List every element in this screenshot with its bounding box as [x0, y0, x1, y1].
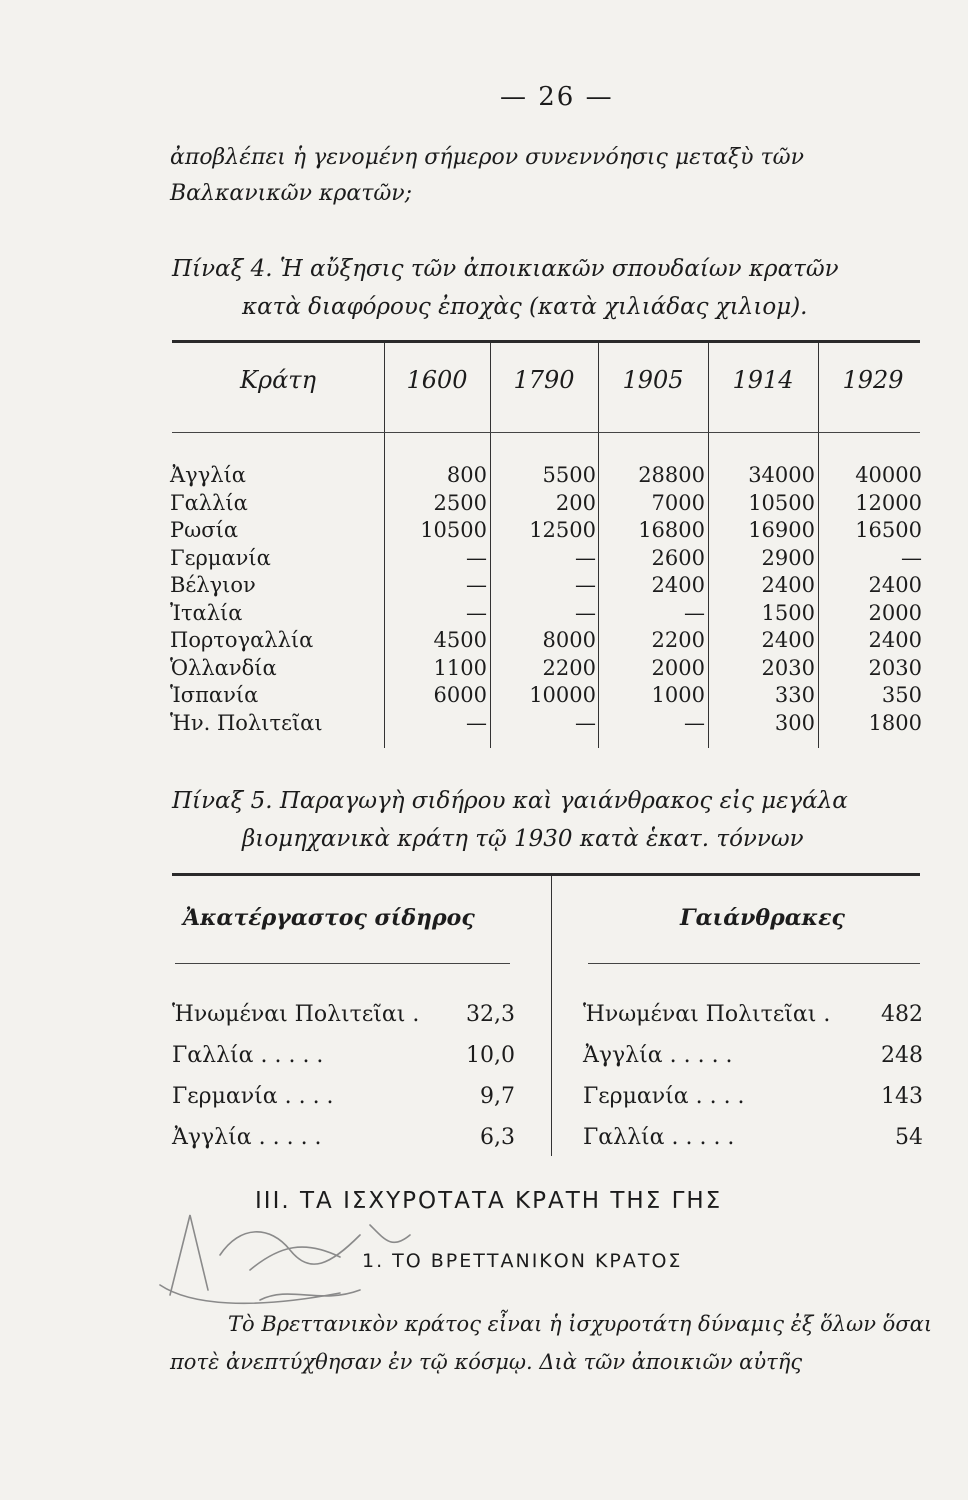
table5-caption-line1: Πίναξ 5. Παραγωγὴ σιδήρου καὶ γαιάνθρακος εἰς μεγάλα [172, 788, 848, 814]
table-cell: 2600 [651, 545, 705, 570]
table-cell: — [466, 600, 487, 625]
page-number: — 26 — [500, 82, 614, 112]
country-name: Ἀγγλία . . . . . [172, 1125, 322, 1150]
country-name: Γερμανία . . . . [583, 1084, 745, 1109]
table-cell: 1500 [761, 600, 815, 625]
table-cell: 34000 [748, 463, 815, 487]
table-cell: 2400 [761, 628, 815, 652]
table5-caption [172, 782, 932, 858]
table4-caption-line2: κατὰ διαφόρους ἐποχὰς (κατὰ χιλιάδας χιλιομ). [242, 294, 808, 320]
table-cell: — [575, 710, 596, 735]
country-name: Βέλγιον [170, 573, 256, 597]
table-cell: 200 [555, 490, 596, 515]
table4-header-year: 1905 [622, 366, 684, 394]
table4-caption [172, 250, 932, 326]
table-cell: 2030 [868, 655, 922, 680]
country-name: Ρωσία [170, 518, 239, 542]
table5-right-header: Γαιάνθρακες [680, 905, 845, 931]
table5-left-header: Ἀκατέργαστος σίδηρος [183, 905, 475, 931]
list-item [172, 1043, 515, 1083]
table-cell: 2400 [651, 573, 705, 597]
intro-paragraph: ἀποβλέπει ἡ γενομένη σήμερον συνεννόησις μεταξὺ τῶν Βαλκανικῶν κρατῶν; [170, 145, 804, 206]
table-row [170, 628, 930, 658]
production-value: 9,7 [480, 1084, 515, 1109]
table-row [170, 518, 930, 548]
table-cell: 1000 [651, 683, 705, 707]
table-cell: — [575, 600, 596, 625]
country-name: Ἡν. Πολιτεῖαι [170, 710, 323, 735]
country-name: Ἱσπανία [170, 683, 259, 707]
table-cell: 2200 [651, 628, 705, 652]
table-cell: 1100 [433, 655, 487, 680]
table-cell: 10000 [529, 683, 596, 707]
table5-header-rule-right [588, 963, 920, 964]
country-name: Ἀγγλία . . . . . [583, 1043, 733, 1068]
table-cell: — [684, 710, 705, 735]
list-item [583, 1002, 923, 1042]
table4-header-rule [172, 432, 920, 433]
table-cell: 16500 [855, 518, 922, 542]
table-cell: 6000 [433, 683, 487, 707]
table-cell: 330 [774, 683, 815, 707]
production-value: 248 [881, 1043, 923, 1068]
table-cell: 16800 [638, 518, 705, 542]
production-value: 32,3 [466, 1002, 515, 1027]
table4-header-year: 1929 [842, 366, 904, 394]
country-name: Γαλλία [170, 490, 248, 515]
table-cell: 8000 [542, 628, 596, 652]
list-item [583, 1084, 923, 1124]
table-cell: 1800 [868, 710, 922, 735]
list-item [172, 1125, 515, 1165]
country-name: Γερμανία . . . . [172, 1084, 334, 1109]
table-cell: — [684, 600, 705, 625]
table4-caption-line1: Πίναξ 4. Ἡ αὔξησις τῶν ἀποικιακῶν σπουδαίων κρατῶν [172, 256, 839, 282]
table5-top-rule [172, 873, 920, 876]
table-cell: 2000 [868, 600, 922, 625]
production-value: 6,3 [480, 1125, 515, 1150]
table-cell: 7000 [651, 490, 705, 515]
production-value: 482 [881, 1002, 923, 1027]
table4-top-rule [172, 340, 920, 343]
country-name: Πορτογαλλία [170, 628, 314, 652]
table-row [170, 546, 930, 576]
table5-header-rule-left [175, 963, 510, 964]
country-name: Γαλλία . . . . . [172, 1043, 324, 1068]
table-cell: 350 [881, 683, 922, 707]
table-row [170, 683, 930, 713]
subsection-heading: 1. ΤΟ ΒΡΕΤΤΑΝΙΚΟΝ ΚΡΑΤΟΣ [362, 1250, 683, 1272]
table-cell: — [466, 545, 487, 570]
list-item [172, 1084, 515, 1124]
table-cell: 800 [446, 463, 487, 487]
table-cell: 40000 [855, 463, 922, 487]
table4-header-year: 1600 [406, 366, 468, 394]
table5-caption-line2: βιομηχανικὰ κράτη τῷ 1930 κατὰ ἑκατ. τόννων [242, 826, 804, 852]
table-cell: 2900 [761, 545, 815, 570]
table-cell: — [466, 573, 487, 597]
table-row [170, 656, 930, 686]
table4-header-year: 1790 [513, 366, 575, 394]
table-cell: 2500 [433, 490, 487, 515]
country-name: Ἡνωμέναι Πολιτεῖαι . [583, 1002, 831, 1027]
table-cell: 28800 [638, 463, 705, 487]
table-cell: 12000 [855, 490, 922, 515]
table-cell: 2030 [761, 655, 815, 680]
table-cell: 4500 [433, 628, 487, 652]
table5-col-divider [551, 876, 552, 1156]
table-cell: — [575, 573, 596, 597]
country-name: Γερμανία [170, 545, 271, 570]
country-name: Ἰταλία [170, 600, 243, 625]
table-cell: 2400 [761, 573, 815, 597]
table-cell: 10500 [748, 490, 815, 515]
table4-header-states: Κράτη [240, 366, 316, 394]
production-value: 54 [895, 1125, 923, 1150]
table-cell: 2400 [868, 573, 922, 597]
table-row [170, 711, 930, 741]
table-row [170, 601, 930, 631]
country-name: Γαλλία . . . . . [583, 1125, 735, 1150]
country-name: Ἀγγλία [170, 463, 246, 487]
table-cell: 16900 [748, 518, 815, 542]
table-cell: 12500 [529, 518, 596, 542]
section-heading: III. ΤΑ ΙΣΧΥΡΟΤΑΤΑ ΚΡΑΤΗ ΤΗΣ ΓΗΣ [255, 1188, 723, 1214]
production-value: 143 [881, 1084, 923, 1109]
table-cell: — [575, 545, 596, 570]
table-cell: 2400 [868, 628, 922, 652]
table-row [170, 573, 930, 603]
production-value: 10,0 [466, 1043, 515, 1068]
table-cell: — [901, 545, 922, 570]
table-cell: 300 [774, 710, 815, 735]
country-name: Ἡνωμέναι Πολιτεῖαι . [172, 1002, 420, 1027]
body-paragraph: Τὸ Βρεττανικὸν κράτος εἶναι ἡ ἰσχυροτάτη δύναμις ἐξ ὅλων ὅσαι ποτὲ ἀνεπτύχθησαν ἐν τῷ κόσμῳ. Διὰ τῶν ἀποικιῶν αὐτῆς [170, 1312, 933, 1374]
table-cell: 5500 [542, 463, 596, 487]
list-item [583, 1125, 923, 1165]
table-cell: 10500 [420, 518, 487, 542]
table-row [170, 491, 930, 521]
list-item [583, 1043, 923, 1083]
table4-header-year: 1914 [732, 366, 794, 394]
table-cell: — [466, 710, 487, 735]
table-cell: 2200 [542, 655, 596, 680]
list-item [172, 1002, 515, 1042]
table-cell: 2000 [651, 655, 705, 680]
country-name: Ὁλλανδία [170, 655, 277, 680]
table-row [170, 463, 930, 493]
